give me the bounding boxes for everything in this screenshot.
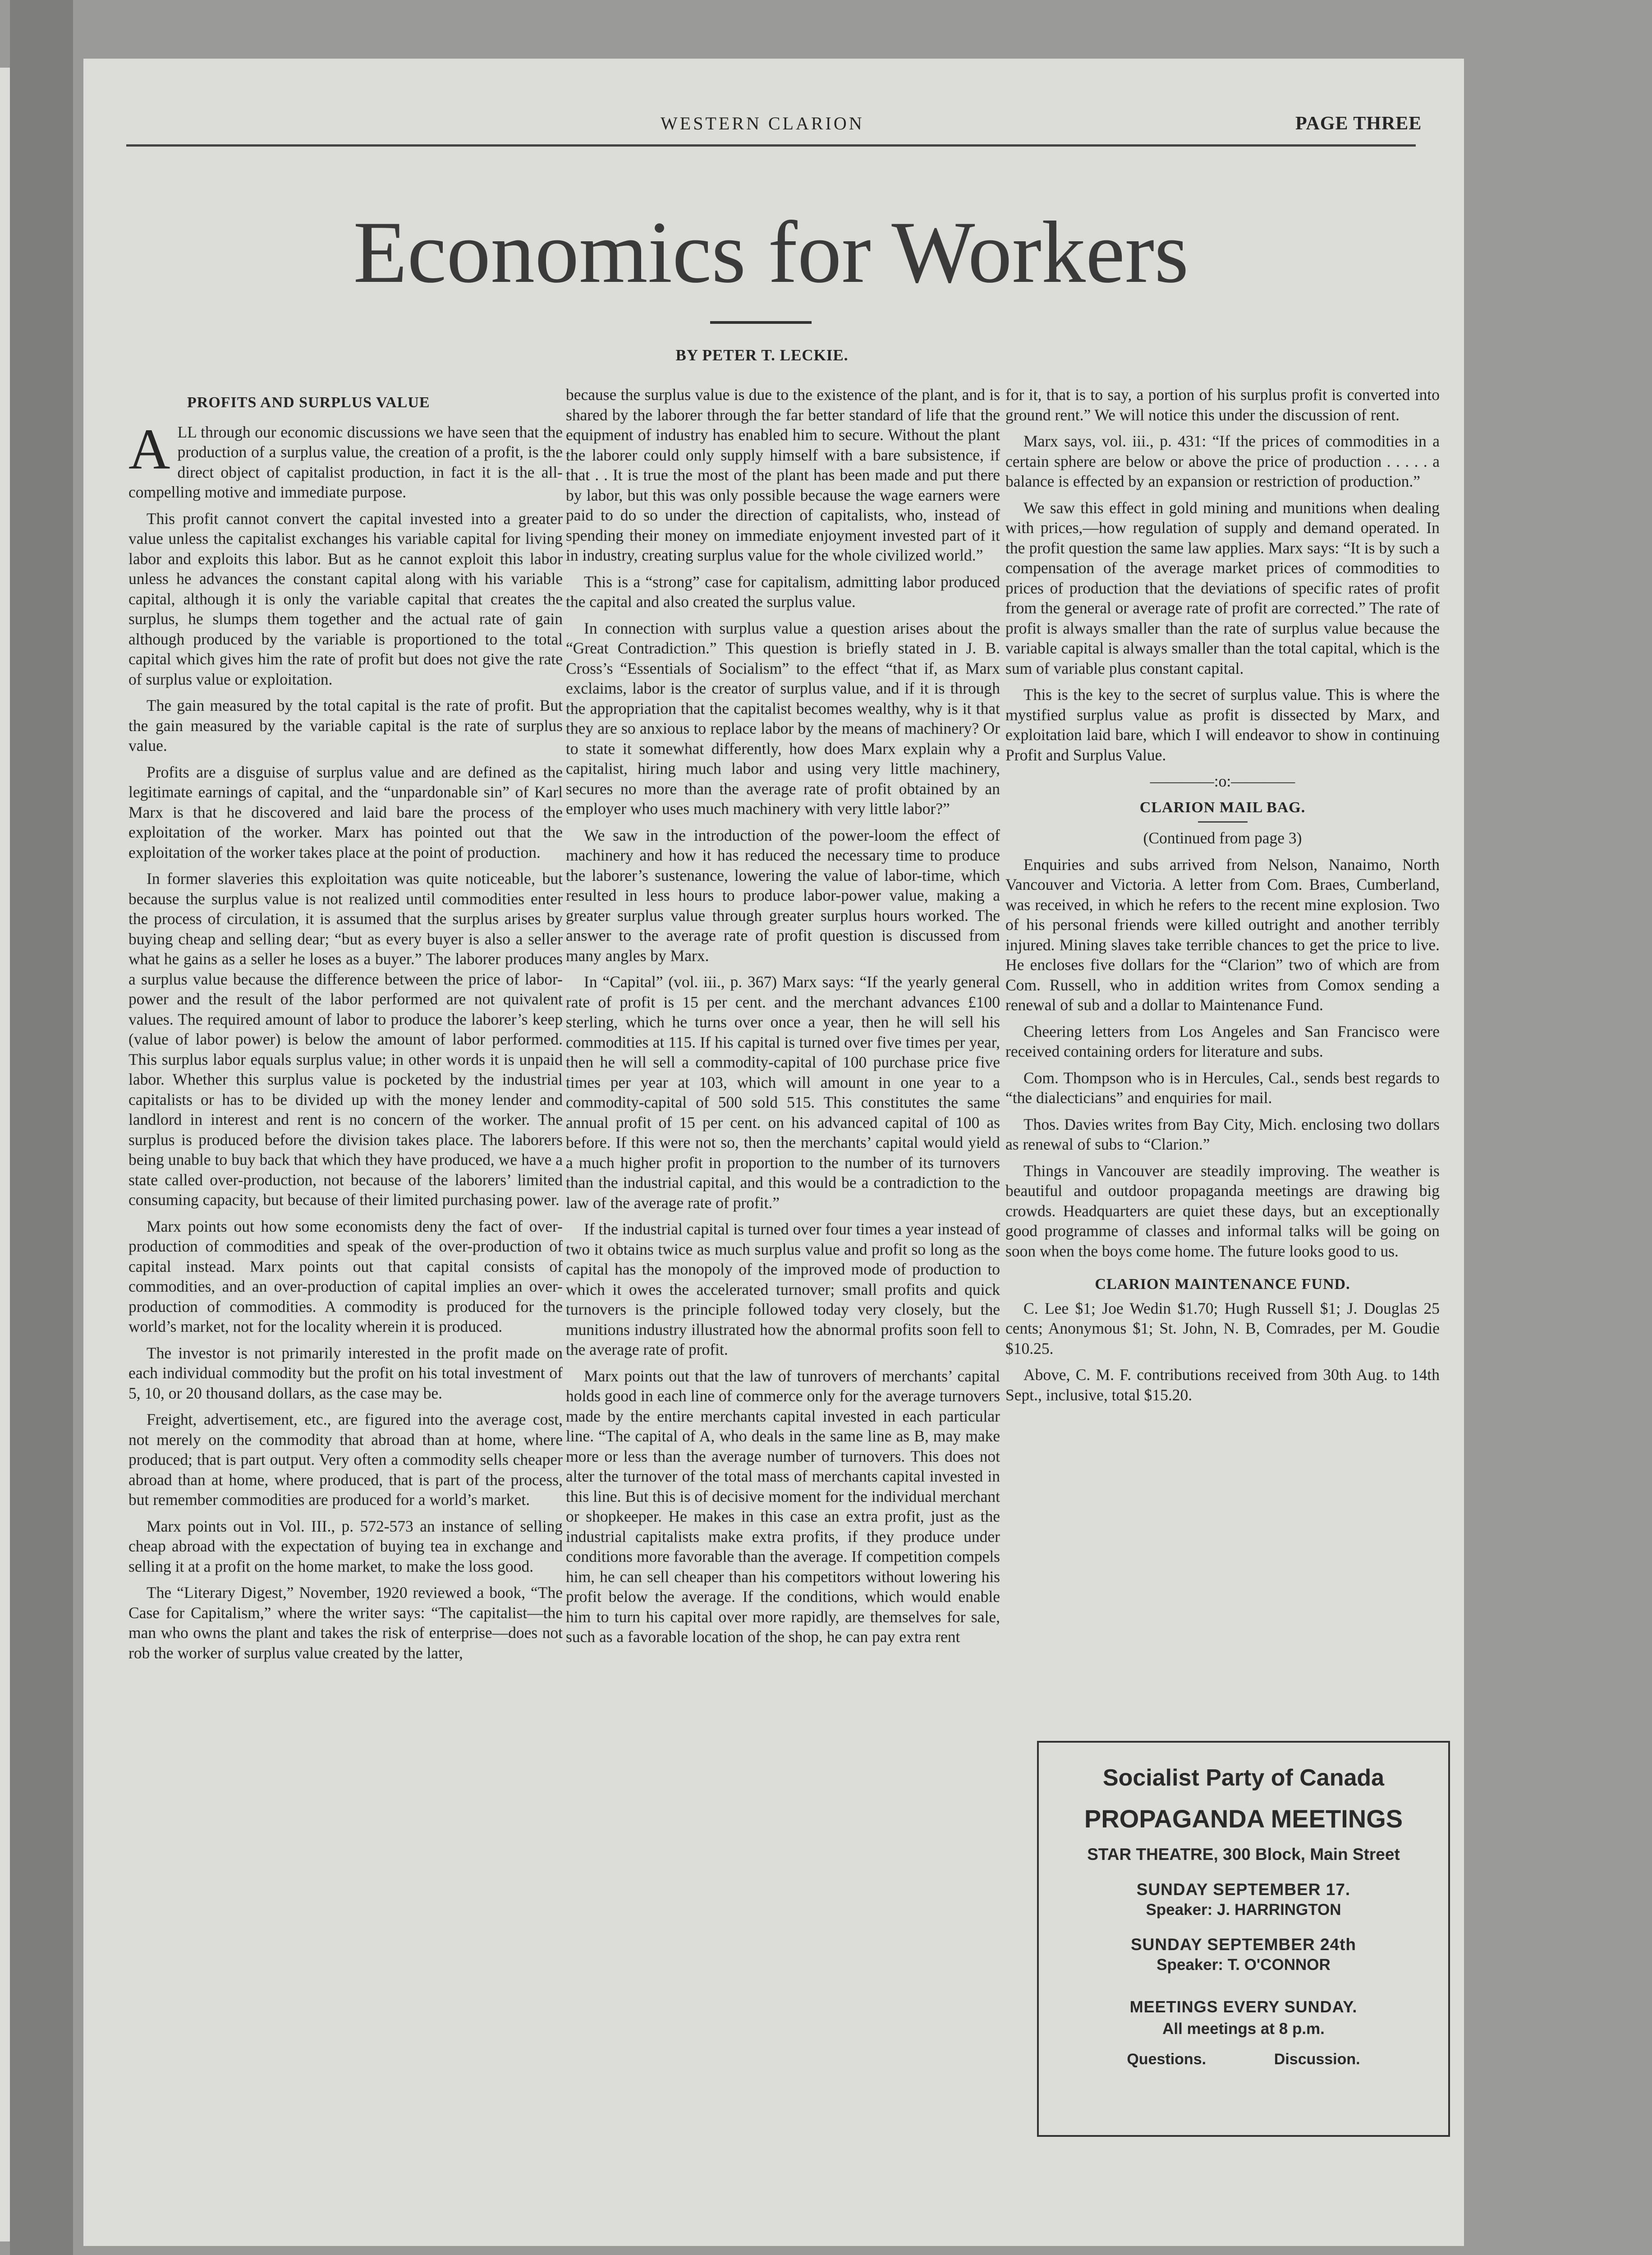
header-rule <box>126 144 1416 147</box>
article-paragraph: The “Literary Digest,” November, 1920 reviewed a book, “The Case for Capitalism,” where the writer says: “The capitalist—the man who owns the plant and takes the risk of enterprise—does not rob the worker of surplus value created by the latter, <box>128 1583 563 1662</box>
mailbag-paragraph: Cheering letters from Los Angeles and San Francisco were received containing orders for literature and subs. <box>1005 1022 1440 1060</box>
article-headline: Economics for Workers <box>353 203 1189 301</box>
section-separator: ————:o:———— <box>1150 772 1295 790</box>
article-paragraph: This is a “strong” case for capitalism, admitting labor produced the capital and also created the surplus value. <box>566 572 1000 611</box>
ad-date-2: SUNDAY SEPTEMBER 24th <box>1130 1935 1357 1954</box>
article-paragraph: ALL through our economic discussions we have seen that the production of a surplus value, the creation of a profit, is the direct object of capitalist production, in fact it is the all-compelling motive and immediate purpose. <box>128 417 563 501</box>
article-paragraph: for it, that is to say, a portion of his surplus profit is converted into ground rent.” We will notice this under the discussion of rent. <box>1005 386 1440 424</box>
article-paragraph: In former slaveries this exploitation was quite noticeable, but because the surplus value is not realized until commodities enter the process of circulation, it is assumed that the surplus arises by buying cheap and selling dear; “but as every buyer is also a seller what he gains as a seller he loses as a buyer.” The laborer produces a surplus value because the difference between the price of labor-power and the result of the labor performed are not quivalent values. The required amount of labor to produce the laborer’s keep (value of labor power) is below the amount of labor performed. This surplus labor equals surplus value; in other words it is unpaid labor. Whether this surplus value is pocketed by the industrial capitalists or has to be divided up with the money lender and landlord in interest and rent is no concern of the worker. The surplus is produced before the division takes place. The laborers being unable to buy back that which they have produced, we have a state called over-production, not because of the laborers’ limited consuming capacity, but because of their limited purchasing power. <box>128 870 563 1209</box>
article-paragraph: The investor is not primarily interested in the profit made on each individual commodity but the profit on his total investment of 5, 10, or 20 thousand dollars, as the case may be. <box>128 1344 563 1402</box>
article-paragraph: Marx points out how some economists deny the fact of over-production of commodities and speak of the over-production of capital instead. Marx points out that capital consists of commodities, and an over-production of capital implies an over-production of commodities. A commodity is produced for the world’s market, not for the locality wherein it is produced. <box>128 1217 563 1335</box>
article-paragraph: If the industrial capital is turned over four times a year instead of two it obtains twice as much surplus value and profit so long as the capital has the monopoly of the improved mode of production to which it owes the accelerated turnover; small profits and quick turnovers is the principle followed today very closely, but the munitions industry illustrated how the abnormal profits soon fell to the average rate of profit. <box>566 1220 1000 1358</box>
ad-headline: PROPAGANDA MEETINGS <box>1084 1804 1403 1833</box>
article-paragraph: This profit cannot convert the capital invested into a greater value unless the capitalist exchanges his variable capital for living labor and exploits this labor. But as he cannot exploit this labor unless he advances the constant capital along with his variable capital, although it is only the variable capital that creates the surplus, he slumps them together and the actual rate of gain although produced by the variable is proportioned to the total capital which gives him the rate of profit but does not give the rate of surplus value or exploitation. <box>128 509 563 688</box>
running-title: WESTERN CLARION <box>661 113 864 133</box>
article-paragraph: Marx says, vol. iii., p. 431: “If the prices of commodities in a certain sphere are below or above the price of production . . . . . a balance is effected by an expansion or restriction of production.” <box>1005 432 1440 490</box>
fund-title: CLARION MAINTENANCE FUND. <box>1095 1276 1350 1293</box>
mailbag-continued: (Continued from page 3) <box>1143 829 1302 847</box>
ad-discussion: Discussion. <box>1274 2051 1360 2068</box>
article-paragraph: We saw this effect in gold mining and munitions when dealing with prices,—how regulation of supply and demand operated. In the profit question the same law applies. Marx says: “It is by such a compensation of the average market prices of commodities to prices of production that the deviations of specific rates of profit from the general or average rate of profit are corrected.” The rate of profit is always smaller than the rate of surplus value because the variable capital is always smaller than the total capital, which is the sum of variable plus constant capital. <box>1005 498 1440 677</box>
drop-cap: A <box>128 417 170 481</box>
article-paragraph: In “Capital” (vol. iii., p. 367) Marx says: “If the yearly general rate of profit is 15 per cent. and the merchant advances £100 sterling, which he turns over once a year, then he will sell his commodities at 115. If his capital is turned over five times per year, then he will sell a commodity-capital of 100 purchase price five times per year at 103, which will amount in one year to a commodity-capital of 500 sold 515. This constitutes the same annual profit of 15 per cent. on his advanced capital of 100 as before. If this were not so, then the merchants’ capital would yield a much higher profit in proportion to the number of its turnovers than the industrial capital, and this would be a contradiction to the law of the average rate of profit.” <box>566 973 1000 1212</box>
article-column-2 <box>566 385 1000 2144</box>
mailbag-rule <box>1198 821 1248 823</box>
mailbag-title: CLARION MAIL BAG. <box>1139 799 1306 816</box>
article-paragraph: The gain measured by the total capital is the rate of profit. But the gain measured by the variable capital is the rate of surplus value. <box>128 696 563 755</box>
section-heading: PROFITS AND SURPLUS VALUE <box>187 394 430 411</box>
ad-questions: Questions. <box>1127 2051 1207 2068</box>
scan-background <box>10 0 73 2255</box>
article-paragraph: In connection with surplus value a question arises about the “Great Contradiction.” This question is briefly stated in J. B. Cross’s “Essentials of Socialism” to the effect “that if, as Marx exclaims, labor is the creator of surplus value, and if it is through the appropriation that the capitalist becomes wealthy, why is it that they are so anxious to replace labor by the means of machinery? Or to state it somewhat differently, how does Marx explain why a capitalist, hiring much labor and using very little machinery, secures no more than the average rate of profit obtained by an employer who uses much machinery with very little labor?” <box>566 619 1000 818</box>
article-paragraph: Freight, advertisement, etc., are figured into the average cost, not merely on the commodity that abroad than at home, where produced; that is part output. Very often a commodity sells cheaper abroad than at home, where produced, that is part of the process, but remember commodities are produced for a world’s market. <box>128 1410 563 1509</box>
article-column-3 <box>1005 385 1440 1738</box>
article-paragraph: Profits are a disguise of surplus value and are defined as the legitimate earnings of capital, and the “unpardonable sin” of Karl Marx is that he discovered and laid bare the process of the exploitation of the worker. Marx has pointed out that the exploitation of the worker takes place at the point of production. <box>128 763 563 861</box>
article-paragraph: Marx points out that the law of tunrovers of merchants’ capital holds good in each line of commerce only for the average turnovers made by the entire merchants capital invested in each particular line. “The capital of A, who deals in the same line as B, may make more or less than the average number of turnovers. This does not alter the turnover of the total mass of merchants capital invested in this line. But this is of decisive moment for the individual merchant or shopkeeper. He makes in this case an extra profit, just as the industrial capitalists make extra profits, if they produce under conditions more favorable than the average. If competition compels him, he can sell cheaper than his competitors without lowering his profit below the average. If the conditions, which would enable him to turn his capital over more rapidly, are themselves for sale, such as a favorable location of the shop, he can pay extra rent <box>566 1367 1000 1646</box>
ad-speaker-2: Speaker: T. O'CONNOR <box>1156 1956 1331 1974</box>
ad-venue: STAR THEATRE, 300 Block, Main Street <box>1087 1845 1400 1864</box>
ad-organization: Socialist Party of Canada <box>1102 1765 1385 1791</box>
mailbag-paragraph: Com. Thompson who is in Hercules, Cal., sends best regards to “the dialecticians” and enquiries for mail. <box>1005 1068 1440 1107</box>
ad-footer <box>1039 2051 1448 2068</box>
mailbag-paragraph: Thos. Davies writes from Bay City, Mich. enclosing two dollars as renewal of subs to “Clarion.” <box>1005 1115 1440 1153</box>
propaganda-meetings-ad <box>1037 1741 1450 2137</box>
mailbag-paragraph: Enquiries and subs arrived from Nelson, Nanaimo, North Vancouver and Victoria. A letter from Com. Braes, Cumberland, was received, in which he refers to the recent mine explosion. Two of his personal friends were killed outright and another terribly injured. Mining slaves take terrible chances to get the price to live. He encloses five dollars for the “Clarion” two of which are from Com. Russell, who in addition writes from Comox sending a renewal of sub and a dollar to Maintenance Fund. <box>1005 855 1440 1014</box>
ad-time: All meetings at 8 p.m. <box>1162 2020 1325 2038</box>
headline-rule <box>710 321 812 324</box>
ad-speaker-1: Speaker: J. HARRINGTON <box>1146 1901 1341 1919</box>
article-byline: BY PETER T. LECKIE. <box>675 346 849 364</box>
adjacent-page-edge <box>0 68 10 2241</box>
article-column-1 <box>128 385 563 2144</box>
article-paragraph: because the surplus value is due to the existence of the plant, and is shared by the laborer through the far better standard of life that the equipment of industry has enabled him to secure. Without the plant the laborer could only supply himself with a bare subsistence, if that . . It is true the most of the plant has been made and put there by labor, but this was only possible because the wage earners were paid to do so under the direction of capitalists, who, instead of spending their money on immediate enjoyment invested part of it in industry, creating surplus value for the whole civilized world.” <box>566 386 1000 564</box>
ad-date-1: SUNDAY SEPTEMBER 17. <box>1136 1880 1351 1899</box>
article-paragraph: This is the key to the secret of surplus value. This is where the mystified surplus value as profit is dissected by Marx, and exploitation laid bare, which I will endeavor to show in continuing Profit and Surplus Value. <box>1005 686 1440 764</box>
article-paragraph: Marx points out in Vol. III., p. 572-573 an instance of selling cheap abroad with the expectation of buying tea in exchange and selling it at a profit on the home market, to make the loss good. <box>128 1517 563 1575</box>
ad-meetings: MEETINGS EVERY SUNDAY. <box>1129 1997 1358 2016</box>
mailbag-paragraph: Things in Vancouver are steadily improving. The weather is beautiful and outdoor propaganda meetings are drawing big crowds. Headquarters are quiet these days, but an exceptionally good programme of classes and informal talks will be going on soon when the boys come home. The future looks good to us. <box>1005 1161 1440 1260</box>
page-number-label: PAGE THREE <box>1295 113 1422 134</box>
fund-paragraph: C. Lee $1; Joe Wedin $1.70; Hugh Russell $1; J. Douglas 25 cents; Anonymous $1; St. John, N. B, Comrades, per M. Goudie $10.25. <box>1005 1299 1440 1358</box>
fund-paragraph: Above, C. M. F. contributions received from 30th Aug. to 14th Sept., inclusive, total $15.20. <box>1005 1366 1440 1404</box>
article-paragraph: We saw in the introduction of the power-loom the effect of machinery and how it has reduced the necessary time to produce the laborer’s sustenance, lowering the value of labor-time, which resulted in less hours to produce labor-power value, making a greater surplus value through greater surplus hours worked. The answer to the average rate of profit question is discussed from many angles by Marx. <box>566 826 1000 965</box>
